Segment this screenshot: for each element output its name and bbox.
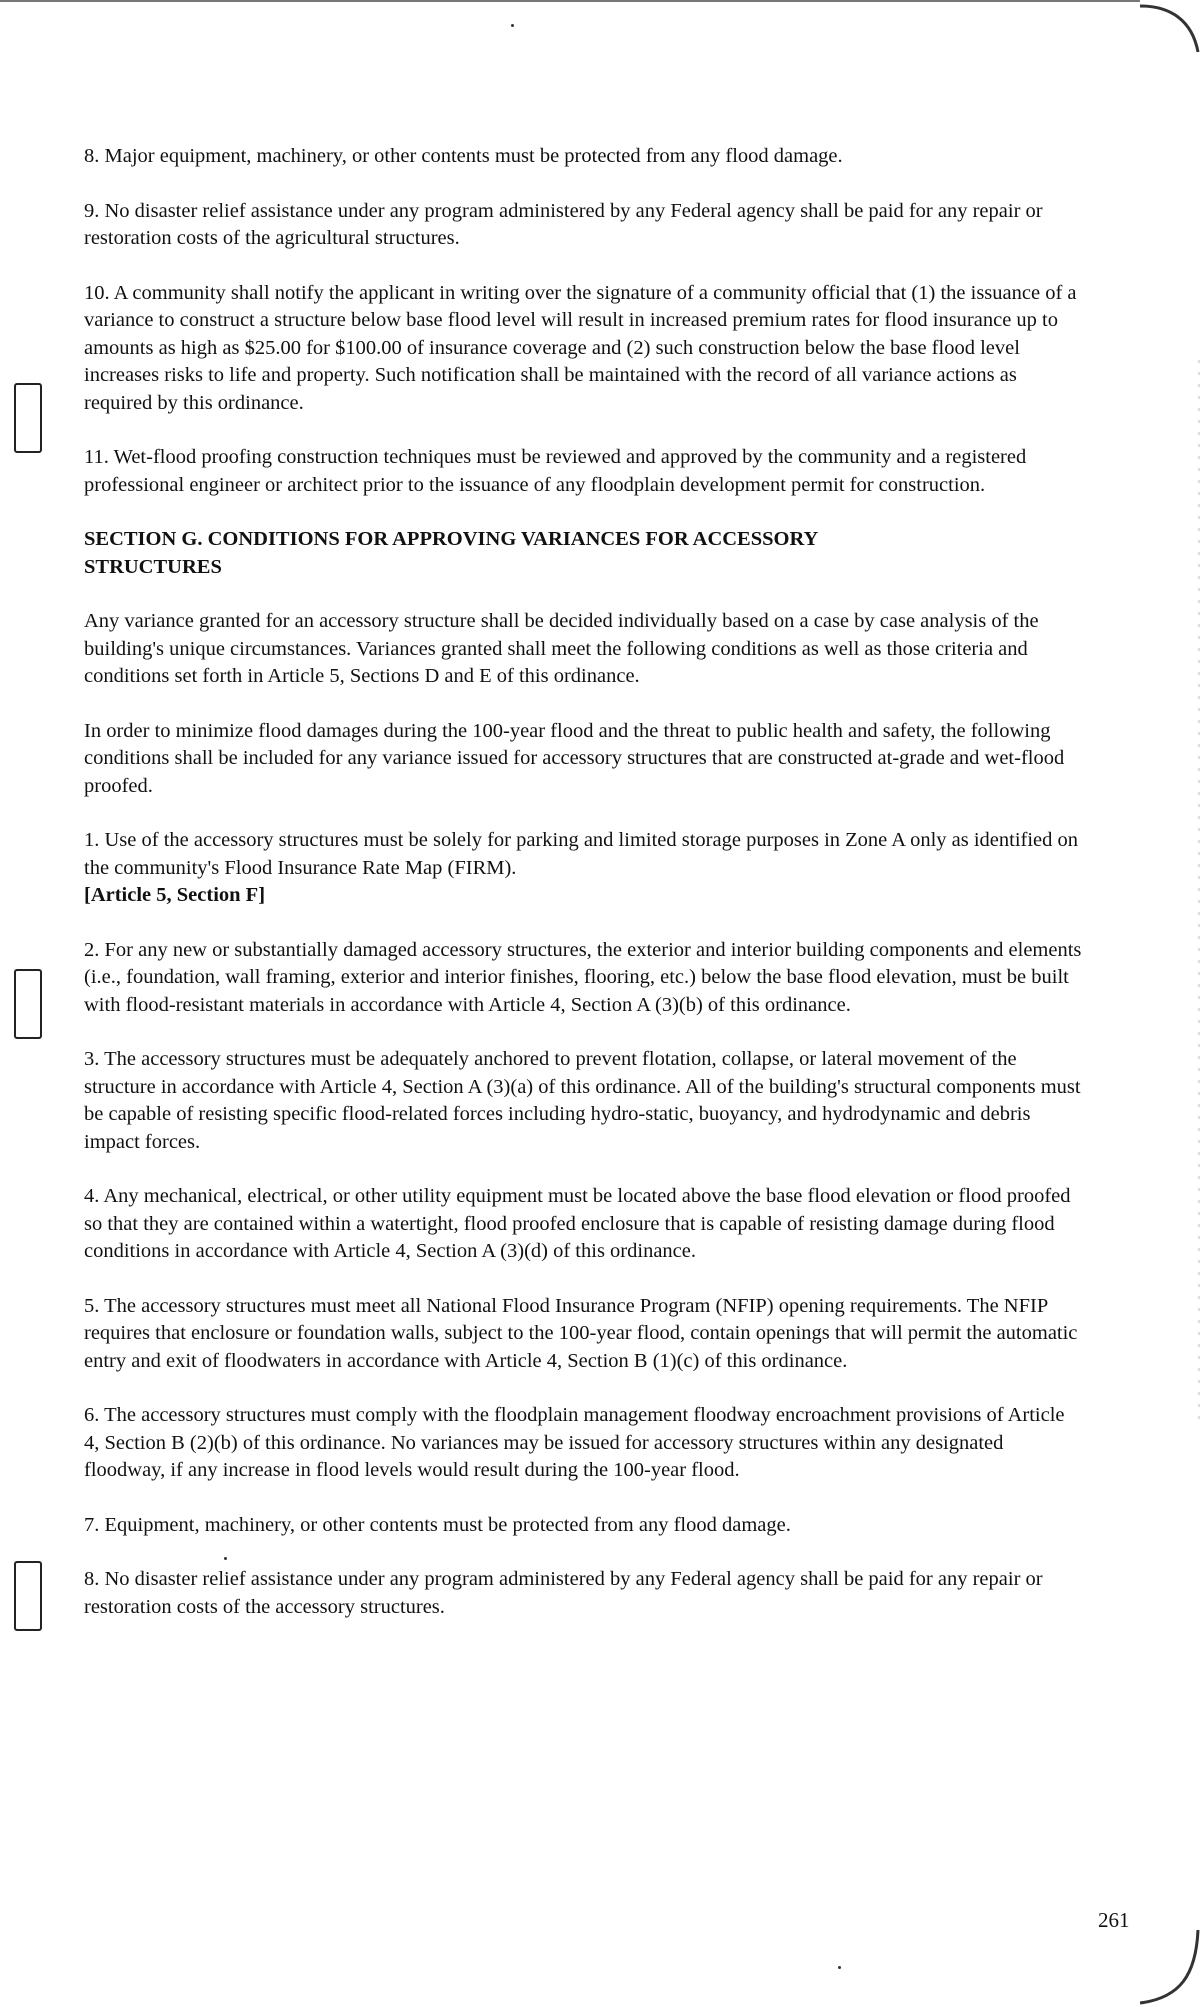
section-intro-paragraph-2: In order to minimize flood damages during the 100-year flood and the threat to public health and safety, the following conditions shall be included for any variance issued for accessory structures that are constructed at-grade and wet-flood proofed. xyxy=(84,719,1065,797)
scan-speck xyxy=(838,1966,841,1969)
paragraph-9-agricultural: 9. No disaster relief assistance under any program administered by any Federal agency shall be paid for any repair or restoration costs of the agricultural structures. xyxy=(84,199,1043,249)
condition-item-4: 4. Any mechanical, electrical, or other utility equipment must be located above the base flood elevation or flood proofed so that they are contained within a watertight, flood proofed enclosure that is capable of resisting damage during flood conditions in accordance with Article 4, Section A (3)(d) of this ordinance. xyxy=(84,1185,1071,1262)
section-heading-line-1: SECTION G. CONDITIONS FOR APPROVING VARIANCES FOR ACCESSORY xyxy=(84,528,819,550)
condition-item-1: 1. Use of the accessory structures must be solely for parking and limited storage purposes in Zone A only as identified on the community's Flood Insurance Rate Map (FIRM). xyxy=(84,829,1079,879)
condition-item-6: 6. The accessory structures must comply with the floodplain management floodway encroachment provisions of Article 4, Section B (2)(b) of this ordinance. No variances may be issued for accessory structures within any designated floodway, if any increase in flood levels would result during the 100-year flood. xyxy=(84,1404,1065,1481)
article-reference: [Article 5, Section F] xyxy=(84,884,266,906)
scan-top-edge xyxy=(0,0,1140,2)
binder-hole-1 xyxy=(14,383,42,453)
scan-speck xyxy=(511,24,514,27)
section-heading-line-2: STRUCTURES xyxy=(84,555,222,578)
binder-hole-3 xyxy=(14,1561,42,1631)
section-heading xyxy=(84,526,1084,581)
condition-item-8: 8. No disaster relief assistance under any program administered by any Federal agency shall be paid for any repair or restoration costs of the accessory structures. xyxy=(84,1568,1043,1618)
condition-item-3: 3. The accessory structures must be adequately anchored to prevent flotation, collapse, or lateral movement of the structure in accordance with Article 4, Section A (3)(a) of this ordinance. All of the building's structural components must be capable of resisting specific flood-related forces including hydro-static, buoyancy, and hydrodynamic and debris impact forces. xyxy=(84,1048,1081,1153)
condition-item-5: 5. The accessory structures must meet all National Flood Insurance Program (NFIP) opening requirements. The NFIP requires that enclosure or foundation walls, subject to the 100-year flood, contain openings that will permit the automatic entry and exit of floodwaters in accordance with Article 4, Section B (1)(c) of this ordinance. xyxy=(84,1294,1078,1372)
section-intro-paragraph-1: Any variance granted for an accessory structure shall be decided individually based on a case by case analysis of the building's unique circumstances. Variances granted shall meet the following conditions as well as those criteria and conditions set forth in Article 5, Sections D and E of this ordinance. xyxy=(84,610,1039,687)
paragraph-11-agricultural: 11. Wet-flood proofing construction techniques must be reviewed and approved by the community and a registered professional engineer or architect prior to the issuance of any floodplain development permit for construction. xyxy=(84,446,1027,496)
page-curl-edge xyxy=(1140,0,1200,2007)
document-page xyxy=(84,143,1084,1621)
condition-item-2: 2. For any new or substantially damaged accessory structures, the exterior and interior building components and elements (i.e., foundation, wall framing, exterior and interior finishes, flooring, etc.) below the base flood elevation, must be built with flood-resistant materials in accordance with Article 4, Section A (3)(b) of this ordinance. xyxy=(84,938,1082,1016)
paragraph-8-agricultural: 8. Major equipment, machinery, or other contents must be protected from any flood damage. xyxy=(84,145,843,167)
condition-item-7: 7. Equipment, machinery, or other contents must be protected from any flood damage. xyxy=(84,1513,791,1536)
page-number: 261 xyxy=(1098,1908,1130,1932)
paragraph-10-agricultural: 10. A community shall notify the applicant in writing over the signature of a community official that (1) the issuance of a variance to construct a structure below base flood level will result in increased premium rates for flood insurance up to amounts as high as $25.00 for $100.00 of insurance coverage and (2) such construction below the base flood level increases risks to life and property. Such notification shall be maintained with the record of all variance actions as required by this ordinance. xyxy=(84,281,1077,414)
binder-hole-2 xyxy=(14,969,42,1039)
